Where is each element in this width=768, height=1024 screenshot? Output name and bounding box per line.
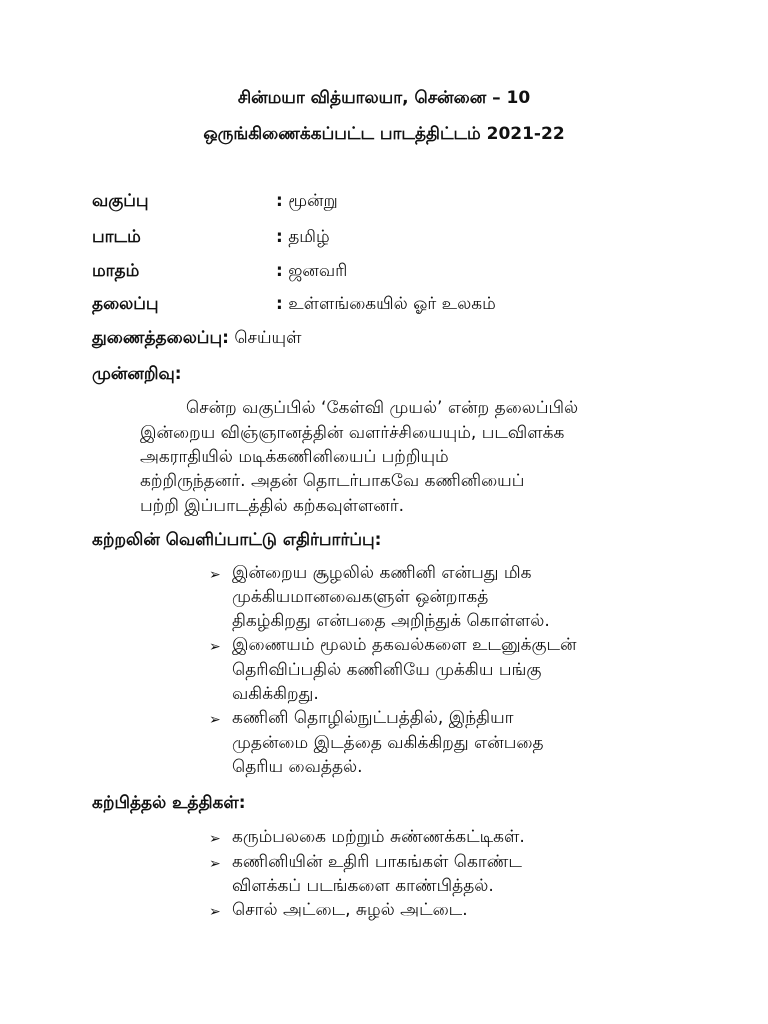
paragraph-line: இன்றைய விஞ்ஞானத்தின் வளர்ச்சியையும், படவிளக்க	[140, 423, 565, 443]
info-row-subtitle	[92, 328, 301, 350]
bullet-arrow-icon: ➢	[209, 856, 221, 872]
list-item-line: இணையம் மூலம் தகவல்களை உடனுக்குடன்	[232, 635, 577, 655]
bullet-arrow-icon: ➢	[209, 567, 221, 583]
info-value: ஜனவரி	[288, 261, 348, 281]
info-label: பாடம்	[92, 227, 141, 247]
info-colon: :	[276, 191, 283, 211]
info-row-subject	[92, 227, 330, 249]
list-item-line: விளக்கப் படங்களை காண்பித்தல்.	[232, 876, 494, 896]
list-item-line: தெரிய வைத்தல்.	[232, 757, 363, 777]
info-row-title	[92, 294, 496, 316]
paragraph-line: பற்றி இப்பாடத்தில் கற்கவுள்ளனர்.	[140, 496, 405, 516]
list-item-line: கரும்பலகை மற்றும் சுண்ணக்கட்டிகள்.	[232, 827, 525, 847]
list-item-line: இன்றைய சூழலில் கணினி என்பது மிக	[232, 563, 532, 583]
bullet-arrow-icon: ➢	[209, 831, 221, 847]
info-value: உள்ளங்கையில் ஓர் உலகம்	[288, 294, 496, 314]
info-colon: :	[276, 227, 283, 247]
list-item-line: சொல் அட்டை, சுழல் அட்டை.	[232, 900, 468, 920]
info-label: வகுப்பு	[92, 191, 149, 211]
info-colon: :	[222, 328, 229, 348]
plan-title: ஒருங்கிணைக்கப்பட்ட பாடத்திட்டம் 2021-22	[203, 124, 565, 144]
info-label: துணைத்தலைப்பு	[92, 328, 223, 348]
info-row-class	[92, 191, 338, 213]
info-value: மூன்று	[288, 191, 338, 211]
list-item-line: தெரிவிப்பதில் கணினியே முக்கிய பங்கு	[232, 660, 542, 680]
info-label: மாதம்	[92, 261, 140, 281]
list-item-line: கணினியின் உதிரி பாகங்கள் கொண்ட	[232, 852, 522, 872]
list-item-line: வகிக்கிறது.	[232, 684, 319, 704]
info-label: தலைப்பு	[92, 294, 159, 314]
bullet-arrow-icon: ➢	[209, 712, 221, 728]
paragraph-line: சென்ற வகுப்பில் ‘கேள்வி முயல்’ என்ற தலைப்பில்	[186, 398, 579, 418]
prior-knowledge-heading: முன்னறிவு:	[92, 364, 182, 384]
methods-heading: கற்பித்தல் உத்திகள்:	[92, 793, 246, 813]
outcomes-heading: கற்றலின் வெளிப்பாட்டு எதிர்பார்ப்பு:	[92, 530, 382, 550]
list-item-line: கணினி தொழில்நுட்பத்தில், இந்தியா	[232, 708, 514, 728]
paragraph-line: கற்றிருந்தனர். அதன் தொடர்பாகவே கணினியைப்	[140, 471, 525, 491]
bullet-arrow-icon: ➢	[209, 639, 221, 655]
info-value: தமிழ்	[288, 227, 330, 247]
paragraph-line: அகராதியில் மடிக்கணினியைப் பற்றியும்	[140, 447, 449, 467]
list-item-line: முக்கியமானவைகளுள் ஒன்றாகத்	[232, 587, 489, 607]
info-row-month	[92, 261, 347, 283]
info-colon: :	[276, 261, 283, 281]
list-item-line: திகழ்கிறது என்பதை அறிந்துக் கொள்ளல்.	[232, 611, 550, 631]
bullet-arrow-icon: ➢	[209, 904, 221, 920]
info-colon: :	[276, 294, 283, 314]
school-title: சின்மயா வித்யாலயா, சென்னை – 10	[237, 88, 531, 108]
info-value: செய்யுள்	[234, 328, 302, 348]
list-item-line: முதன்மை இடத்தை வகிக்கிறது என்பதை	[232, 733, 544, 753]
